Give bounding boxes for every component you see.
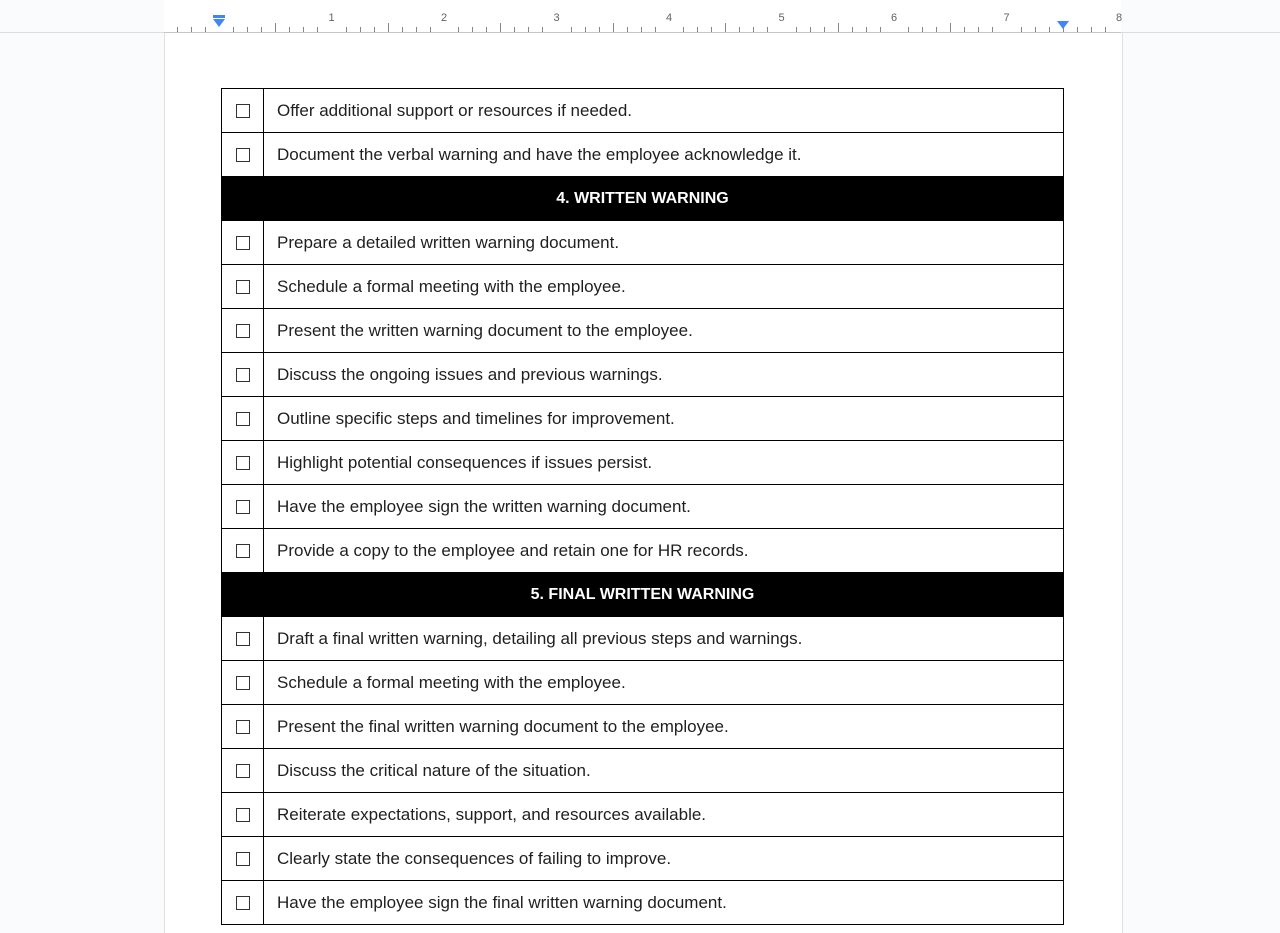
ruler-tick xyxy=(542,27,543,32)
checkbox-cell xyxy=(222,309,264,353)
checkbox-cell xyxy=(222,881,264,925)
checkbox-cell xyxy=(222,441,264,485)
checklist-row xyxy=(222,837,1064,881)
checklist-row xyxy=(222,485,1064,529)
section-title: 5. FINAL WRITTEN WARNING xyxy=(222,573,1064,617)
first-line-indent-marker[interactable] xyxy=(213,15,225,18)
ruler-number: 1 xyxy=(328,12,335,24)
checklist-item-text[interactable]: Highlight potential consequences if issues persist. xyxy=(264,441,1064,485)
ruler-number: 2 xyxy=(440,12,448,24)
ruler-tick xyxy=(978,27,979,32)
checklist-row xyxy=(222,793,1064,837)
ruler-tick xyxy=(725,23,726,32)
ruler-tick xyxy=(711,27,712,32)
ruler-tick xyxy=(824,27,825,32)
document-page[interactable] xyxy=(164,33,1123,933)
ruler-tick xyxy=(697,27,698,32)
ruler-tick xyxy=(1091,27,1092,32)
ruler-tick xyxy=(655,27,656,32)
ruler-tick xyxy=(683,27,684,32)
ruler-tick xyxy=(177,27,178,32)
checklist-row xyxy=(222,529,1064,573)
checkbox[interactable] xyxy=(236,632,250,646)
checkbox[interactable] xyxy=(236,412,250,426)
ruler-number: 8 xyxy=(1115,12,1123,24)
checklist-row xyxy=(222,661,1064,705)
ruler-tick xyxy=(992,27,993,32)
ruler-number: 7 xyxy=(1003,12,1010,24)
ruler-tick xyxy=(641,27,642,32)
checklist-item-text[interactable]: Draft a final written warning, detailing all previous steps and warnings. xyxy=(264,617,1064,661)
checkbox[interactable] xyxy=(236,764,250,778)
checklist-item-text[interactable]: Prepare a detailed written warning document. xyxy=(264,221,1064,265)
checklist-item-text[interactable]: Outline specific steps and timelines for improvement. xyxy=(264,397,1064,441)
ruler-tick xyxy=(458,27,459,32)
checklist-item-text[interactable]: Have the employee sign the written warning document. xyxy=(264,485,1064,529)
checklist-item-text[interactable]: Present the written warning document to the employee. xyxy=(264,309,1064,353)
checklist-item-text[interactable]: Offer additional support or resources if needed. xyxy=(264,89,1064,133)
ruler-tick xyxy=(346,27,347,32)
ruler-tick xyxy=(360,27,361,32)
checkbox[interactable] xyxy=(236,896,250,910)
ruler-tick xyxy=(514,27,515,32)
checklist-table xyxy=(221,88,1064,925)
ruler-tick xyxy=(936,27,937,32)
ruler-tick xyxy=(613,23,614,32)
ruler-tick xyxy=(810,27,811,32)
horizontal-ruler[interactable] xyxy=(0,0,1280,33)
ruler-tick xyxy=(627,27,628,32)
checklist-row xyxy=(222,89,1064,133)
checkbox-cell xyxy=(222,265,264,309)
checkbox-cell xyxy=(222,793,264,837)
checkbox[interactable] xyxy=(236,676,250,690)
checklist-row xyxy=(222,441,1064,485)
checklist-row xyxy=(222,133,1064,177)
ruler-number: 4 xyxy=(665,12,673,24)
ruler-tick xyxy=(247,27,248,32)
ruler-tick xyxy=(402,27,403,32)
checkbox-cell xyxy=(222,837,264,881)
ruler-tick xyxy=(289,27,290,32)
checkbox[interactable] xyxy=(236,720,250,734)
checkbox[interactable] xyxy=(236,544,250,558)
checklist-item-text[interactable]: Present the final written warning document to the employee. xyxy=(264,705,1064,749)
checkbox-cell xyxy=(222,133,264,177)
ruler-tick xyxy=(303,27,304,32)
checklist-row xyxy=(222,397,1064,441)
ruler-number: 6 xyxy=(890,12,898,24)
checkbox-cell xyxy=(222,617,264,661)
ruler-tick xyxy=(599,27,600,32)
ruler-number: 5 xyxy=(778,12,785,24)
ruler-track[interactable] xyxy=(164,0,1121,33)
checklist-item-text[interactable]: Provide a copy to the employee and retain one for HR records. xyxy=(264,529,1064,573)
checkbox[interactable] xyxy=(236,500,250,514)
ruler-tick xyxy=(866,27,867,32)
checkbox[interactable] xyxy=(236,324,250,338)
ruler-tick xyxy=(233,27,234,32)
checkbox[interactable] xyxy=(236,852,250,866)
right-indent-marker[interactable] xyxy=(1057,21,1069,29)
ruler-tick xyxy=(374,27,375,32)
checkbox-cell xyxy=(222,397,264,441)
ruler-tick xyxy=(753,27,754,32)
checkbox-cell xyxy=(222,749,264,793)
checklist-item-text[interactable]: Schedule a formal meeting with the employee. xyxy=(264,265,1064,309)
checklist-item-text[interactable]: Schedule a formal meeting with the employee. xyxy=(264,661,1064,705)
ruler-tick xyxy=(275,23,276,32)
ruler-tick xyxy=(528,27,529,32)
ruler-tick xyxy=(585,27,586,32)
section-title: 4. WRITTEN WARNING xyxy=(222,177,1064,221)
ruler-tick xyxy=(1049,27,1050,32)
checklist-row xyxy=(222,265,1064,309)
ruler-tick xyxy=(205,27,206,32)
checklist-row xyxy=(222,353,1064,397)
checkbox[interactable] xyxy=(236,808,250,822)
ruler-tick xyxy=(838,23,839,32)
ruler-tick xyxy=(796,27,797,32)
ruler-number: 3 xyxy=(553,12,560,24)
ruler-tick xyxy=(880,27,881,32)
ruler-tick xyxy=(571,27,572,32)
checkbox[interactable] xyxy=(236,456,250,470)
checkbox-cell xyxy=(222,485,264,529)
ruler-tick xyxy=(191,27,192,32)
ruler-tick xyxy=(1035,27,1036,32)
ruler-tick xyxy=(739,27,740,32)
checklist-item-text[interactable]: Have the employee sign the final written warning document. xyxy=(264,881,1064,925)
checkbox-cell xyxy=(222,353,264,397)
ruler-tick xyxy=(908,27,909,32)
ruler-tick xyxy=(950,23,951,32)
checklist-row xyxy=(222,881,1064,925)
checkbox-cell xyxy=(222,221,264,265)
checklist-item-text[interactable]: Discuss the ongoing issues and previous warnings. xyxy=(264,353,1064,397)
ruler-tick xyxy=(416,27,417,32)
checkbox[interactable] xyxy=(236,368,250,382)
checkbox[interactable] xyxy=(236,148,250,162)
checkbox[interactable] xyxy=(236,104,250,118)
section-header-row xyxy=(222,177,1064,221)
ruler-tick xyxy=(1105,27,1106,32)
ruler-tick xyxy=(472,27,473,32)
ruler-tick xyxy=(261,27,262,32)
ruler-tick xyxy=(317,27,318,32)
ruler-tick xyxy=(388,23,389,32)
ruler-tick xyxy=(1021,27,1022,32)
checklist-row xyxy=(222,705,1064,749)
checklist-item-text[interactable]: Reiterate expectations, support, and resources available. xyxy=(264,793,1064,837)
ruler-tick xyxy=(430,27,431,32)
ruler-tick xyxy=(852,27,853,32)
ruler-tick xyxy=(767,27,768,32)
checkbox[interactable] xyxy=(236,236,250,250)
checkbox-cell xyxy=(222,661,264,705)
ruler-tick xyxy=(486,27,487,32)
checkbox-cell xyxy=(222,89,264,133)
checkbox-cell xyxy=(222,705,264,749)
checklist-item-text[interactable]: Discuss the critical nature of the situation. xyxy=(264,749,1064,793)
checklist-row xyxy=(222,617,1064,661)
checklist-item-text[interactable]: Clearly state the consequences of failing to improve. xyxy=(264,837,1064,881)
left-indent-marker[interactable] xyxy=(213,19,225,27)
section-header-row xyxy=(222,573,1064,617)
ruler-tick xyxy=(922,27,923,32)
checklist-row xyxy=(222,309,1064,353)
checkbox[interactable] xyxy=(236,280,250,294)
checklist-row xyxy=(222,749,1064,793)
ruler-tick xyxy=(1077,27,1078,32)
ruler-tick xyxy=(964,27,965,32)
checklist-row xyxy=(222,221,1064,265)
checklist-item-text[interactable]: Document the verbal warning and have the employee acknowledge it. xyxy=(264,133,1064,177)
ruler-tick xyxy=(500,23,501,32)
checkbox-cell xyxy=(222,529,264,573)
